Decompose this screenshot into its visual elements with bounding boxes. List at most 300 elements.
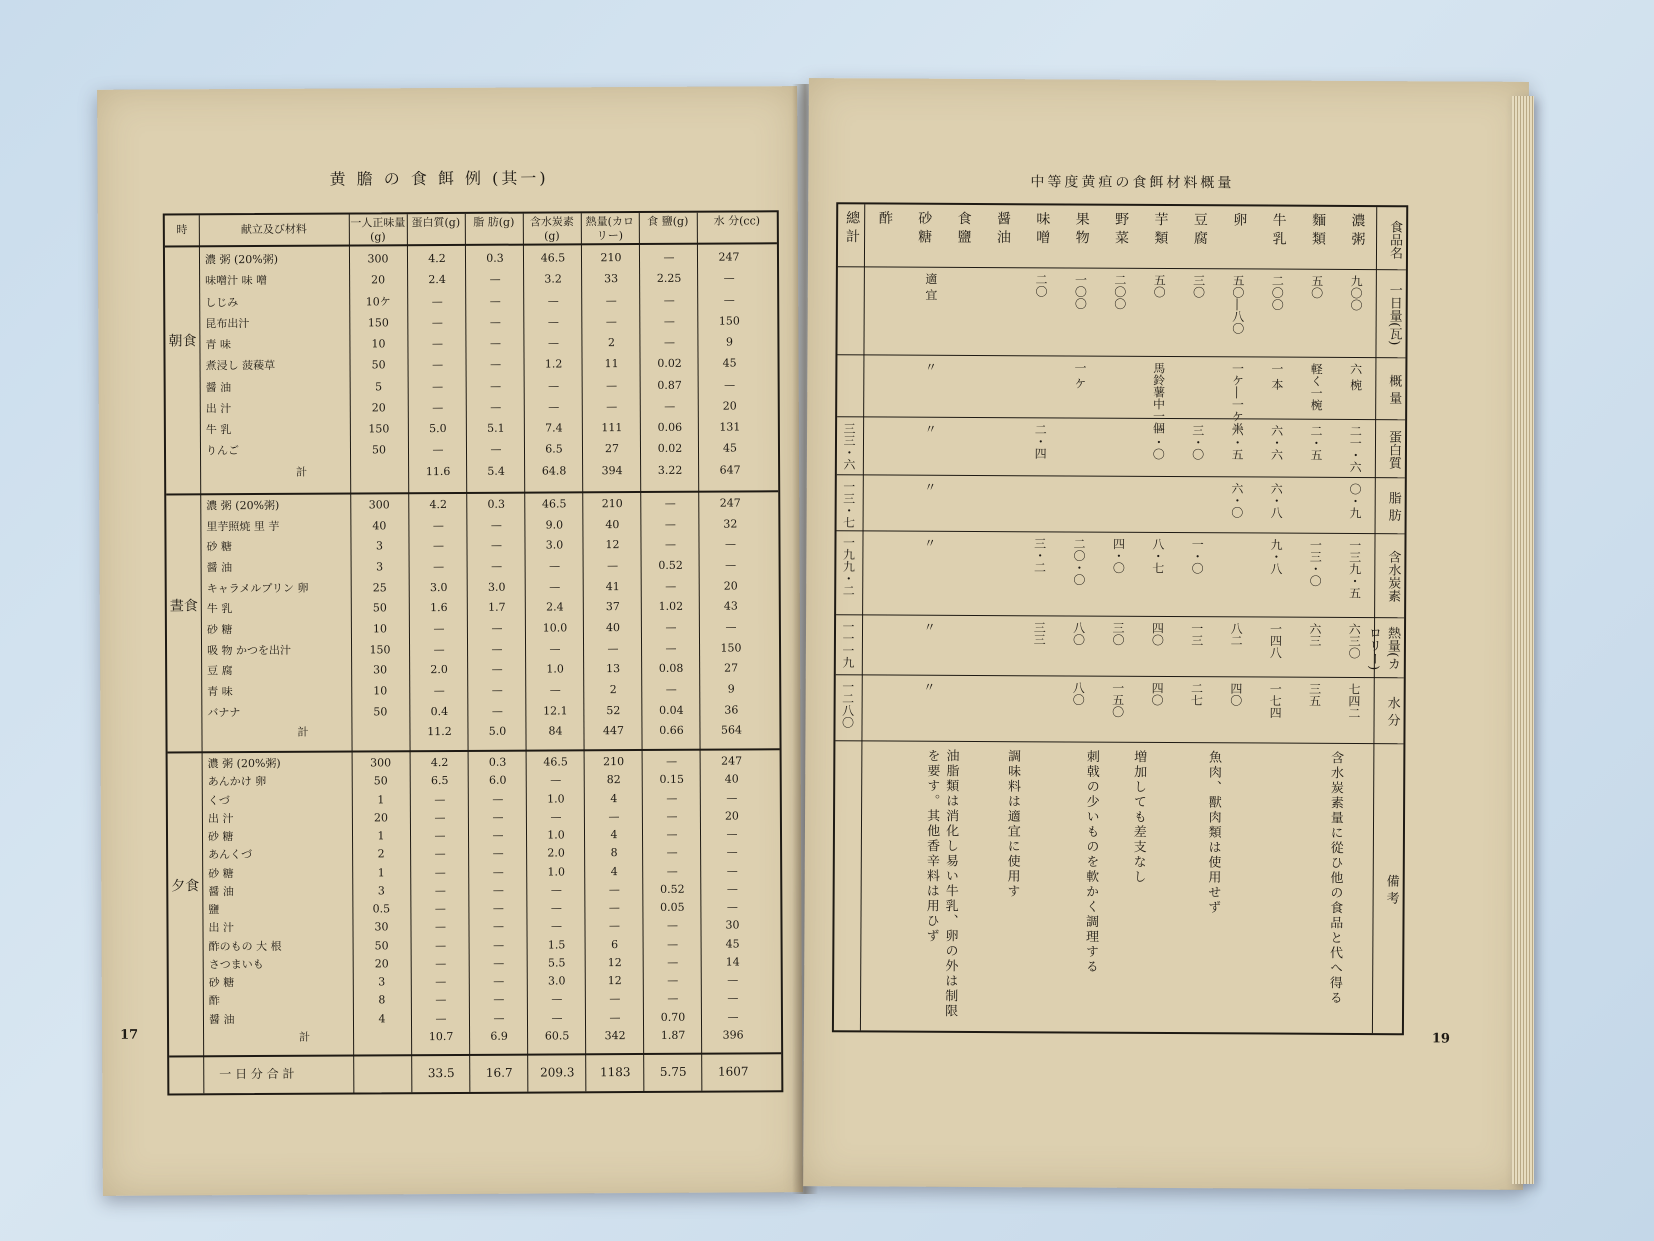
cell: 5.1 — [487, 421, 505, 435]
row-label: 水 分 — [1384, 696, 1400, 727]
cell: 六・五 — [1230, 424, 1245, 461]
cell: 0.3 — [487, 497, 506, 511]
cell: 一九九・二 — [841, 536, 856, 597]
cell: 5 — [375, 379, 383, 394]
cell: — — [666, 754, 678, 768]
cell: 150 — [367, 316, 389, 330]
cell: 2.0 — [430, 663, 448, 677]
cell: — — [547, 293, 559, 308]
dish-name: 濃 粥 (20%粥) — [207, 756, 281, 771]
cell: — — [665, 641, 677, 655]
table-row — [168, 791, 780, 808]
cell: 四〇 — [1150, 621, 1165, 646]
remark-note: 魚肉、獸肉類は使用せず — [1205, 750, 1222, 916]
cell: 30 — [374, 920, 389, 934]
cell: 6 — [611, 937, 619, 951]
cell: 一七四 — [1268, 682, 1283, 719]
cell: — — [726, 790, 738, 805]
cell: 5.75 — [659, 1064, 687, 1079]
cell: — — [490, 518, 502, 532]
table-row — [167, 662, 779, 679]
table-row — [166, 378, 778, 395]
cell: 0.08 — [658, 662, 684, 676]
cell: 4 — [610, 791, 618, 805]
dish-name: 計 — [297, 726, 309, 740]
table-row — [168, 882, 780, 899]
cell: 三〇 — [1110, 621, 1126, 646]
cell: 50 — [371, 358, 386, 372]
cell: 342 — [604, 1028, 626, 1042]
cell: — — [492, 883, 504, 897]
cell: — — [725, 558, 737, 572]
dish-name: りんご — [205, 444, 240, 458]
dish-name: 昆布出汁 — [205, 316, 250, 331]
dish-name: 濃 粥 (20%粥) — [206, 498, 280, 513]
cell: 3.2 — [544, 272, 562, 286]
header-carbohydrate: 含水炭素(g) — [529, 215, 574, 243]
cell: 9.0 — [545, 518, 564, 532]
table-row — [166, 357, 778, 374]
page-edges — [1512, 96, 1534, 1184]
cell: 一三・〇 — [1308, 538, 1323, 587]
cell: — — [434, 829, 446, 843]
cell: 82 — [606, 773, 621, 787]
cell: 2 — [607, 336, 615, 350]
cell: — — [724, 378, 736, 392]
cell: 5.4 — [487, 464, 505, 478]
cell: 247 — [718, 250, 740, 264]
cell: — — [433, 684, 445, 698]
cell: 七四二 — [1346, 682, 1362, 720]
cell: 八・七 — [1150, 537, 1165, 574]
cell: — — [493, 974, 505, 988]
cell: 247 — [721, 754, 743, 768]
cell: — — [435, 956, 447, 970]
dish-name: 青 味 — [205, 338, 231, 352]
cell: — — [663, 250, 675, 264]
cell: 40 — [724, 772, 739, 786]
section-divider — [169, 1052, 781, 1057]
cell: 0.02 — [657, 357, 682, 371]
remark-note: 油脂類は消化し易い牛乳、卵の外は制限を要す。其他香辛料は用ひず — [923, 748, 959, 1019]
right-page — [803, 78, 1529, 1190]
cell: 1.02 — [658, 600, 684, 614]
table-row — [166, 442, 778, 459]
cell: — — [435, 1011, 447, 1025]
cell: — — [549, 642, 561, 656]
dish-name: 鹽 — [208, 903, 220, 917]
table-row — [168, 827, 780, 844]
dish-name: 出 汁 — [207, 811, 234, 826]
cell: — — [433, 622, 445, 636]
cell: 一三 — [1189, 622, 1204, 647]
cell: 50 — [374, 938, 389, 952]
cell: 396 — [722, 1028, 744, 1042]
row-divider — [837, 416, 1405, 420]
food-header: 濃 粥 — [1349, 212, 1366, 246]
cell: 〃 — [923, 360, 938, 373]
dish-name: 醤 油 — [208, 884, 234, 899]
cell: 12 — [605, 538, 620, 552]
table-row — [166, 420, 778, 437]
food-header: 醤 油 — [994, 211, 1012, 244]
food-header: 野 菜 — [1113, 211, 1130, 245]
cell: 二七 — [1189, 682, 1204, 707]
row-label: 含水炭素 — [1385, 550, 1401, 603]
row-label: 食品名 — [1386, 219, 1403, 259]
cell: — — [434, 920, 447, 934]
row-divider — [836, 614, 1404, 618]
food-header: 豆 腐 — [1191, 212, 1208, 245]
cell: — — [491, 559, 503, 573]
cell: — — [727, 973, 739, 987]
cell: 37 — [605, 600, 620, 614]
cell: 4 — [378, 1011, 386, 1025]
cell: — — [667, 973, 679, 987]
dish-name: 計 — [296, 465, 308, 479]
cell: 六・八 — [1269, 482, 1284, 519]
cell: 1183 — [599, 1065, 631, 1080]
cell: — — [665, 579, 677, 593]
cell: 4.2 — [429, 498, 448, 512]
cell: 16.7 — [485, 1065, 513, 1080]
cell: — — [435, 975, 447, 989]
cell: 210 — [603, 755, 625, 769]
cell: — — [550, 773, 562, 787]
left-page-title: 黄 膽 の 食 餌 例 (其一) — [329, 168, 549, 189]
cell: — — [608, 901, 620, 915]
header-water: 水 分(cc) — [713, 214, 761, 228]
cell: 46.5 — [542, 497, 567, 511]
row-divider — [837, 474, 1405, 478]
table-row — [168, 809, 780, 826]
cell: 3.0 — [487, 580, 506, 594]
cell: — — [432, 518, 444, 532]
cell: — — [726, 900, 738, 914]
cell: 一二八〇 — [840, 680, 855, 729]
cell: 50 — [372, 601, 387, 615]
dish-name: 青 味 — [207, 685, 233, 699]
cell: — — [548, 379, 560, 393]
cell: 20 — [722, 399, 737, 413]
cell: — — [549, 683, 561, 697]
cell: 27 — [724, 661, 739, 675]
row-divider — [836, 674, 1404, 678]
dish-name: 出 汁 — [205, 402, 232, 416]
cell: 300 — [370, 756, 392, 770]
cell: — — [492, 865, 504, 879]
cell: 三・二 — [1032, 537, 1047, 574]
table-row — [165, 335, 777, 352]
cell: 〃 — [922, 480, 937, 493]
row-label: 蛋白質 — [1385, 429, 1402, 469]
cell: 10.0 — [542, 621, 568, 635]
cell: 247 — [719, 496, 741, 510]
cell: — — [490, 443, 502, 457]
cell: 0.05 — [660, 900, 685, 914]
row-divider — [838, 266, 1406, 270]
food-header: 牛 乳 — [1270, 212, 1287, 246]
cell: 12 — [607, 974, 622, 988]
cell: 60.5 — [544, 1029, 570, 1043]
cell: — — [664, 538, 677, 552]
cell: 33 — [604, 272, 619, 286]
cell: 2.4 — [546, 600, 564, 614]
cell: — — [432, 358, 444, 372]
cell: 4 — [610, 828, 618, 842]
food-header: 麵 類 — [1309, 212, 1327, 246]
cell: 11.6 — [425, 464, 451, 478]
cell: — — [723, 293, 735, 307]
dish-name: 吸 物 かつを出汁 — [207, 643, 292, 657]
cell: 3 — [375, 539, 384, 553]
cell: — — [490, 358, 502, 372]
cell: 2 — [609, 683, 617, 697]
cell: — — [493, 1011, 505, 1025]
cell: 0.04 — [659, 703, 684, 717]
cell: — — [492, 846, 504, 861]
dish-name: 出 汁 — [208, 921, 235, 935]
cell: 三三 — [1032, 621, 1047, 646]
cell: 447 — [602, 724, 625, 738]
cell: 二・五 — [1308, 424, 1324, 461]
table-row — [166, 399, 778, 416]
cell: 八〇 — [1071, 621, 1086, 646]
header-menu: 献立及び材料 — [240, 222, 307, 237]
cell: — — [727, 1009, 739, 1024]
cell: 12 — [607, 955, 622, 969]
cell: — — [434, 902, 446, 916]
cell: 0.70 — [660, 1010, 686, 1024]
cell: — — [489, 294, 501, 308]
dish-name: 濃 粥 (20%粥) — [204, 252, 279, 267]
cell: 3.0 — [429, 580, 448, 594]
dish-name: 計 — [299, 1030, 311, 1044]
cell: 1.2 — [544, 357, 563, 371]
cell: 300 — [367, 252, 389, 266]
cell: — — [608, 882, 620, 896]
header-salt: 食 鹽(g) — [647, 214, 689, 228]
cell: 四・〇 — [1111, 537, 1126, 574]
cell: 50 — [373, 704, 388, 719]
cell: 1 — [377, 829, 385, 843]
cell: — — [607, 559, 619, 573]
cell: — — [491, 683, 503, 697]
table-row — [167, 703, 779, 720]
cell: — — [491, 621, 503, 635]
cell: — — [547, 315, 559, 329]
cell: — — [608, 809, 620, 823]
dish-name: 牛 乳 — [205, 423, 232, 437]
cell: — — [606, 400, 618, 414]
diet-example-table — [163, 210, 784, 1095]
cell: — — [727, 991, 739, 1005]
cell: 三〇 — [1191, 274, 1206, 299]
cell: 25 — [372, 580, 387, 595]
cell: 20 — [373, 811, 388, 825]
cell: — — [726, 827, 738, 841]
cell: 三五 — [1307, 682, 1322, 707]
cell: — — [605, 314, 617, 328]
cell: 馬鈴薯中一個 — [1151, 361, 1166, 434]
cell: 一 ケ — [1072, 361, 1088, 390]
cell: 33.5 — [427, 1065, 455, 1081]
cell: 二一・六 — [1348, 424, 1363, 474]
cell: 二〇〇 — [1112, 273, 1127, 310]
cell: — — [434, 810, 446, 824]
header-protein: 蛋白質(g) — [411, 215, 461, 230]
cell: 一五〇 — [1110, 681, 1125, 718]
cell: 6.5 — [545, 442, 563, 456]
row-label: 備 考 — [1383, 874, 1399, 905]
cell: 40 — [372, 518, 387, 533]
cell: 一三・七 — [841, 480, 856, 529]
cell: 12.1 — [543, 704, 568, 718]
table-row — [166, 538, 778, 555]
cell: 0.87 — [657, 378, 682, 392]
cell: 36 — [724, 703, 739, 717]
cell: — — [666, 919, 679, 933]
table-row — [168, 846, 780, 863]
cell: 0.52 — [660, 882, 685, 896]
cell: — — [549, 580, 561, 594]
cell: 45 — [722, 441, 738, 456]
cell: 二〇・〇 — [1071, 537, 1087, 586]
dish-name: キャラメルプリン 卵 — [206, 581, 309, 595]
cell: 六・〇 — [1229, 482, 1244, 519]
cell: — — [607, 641, 619, 655]
cell: — — [491, 642, 503, 656]
cell: 一・〇 — [1190, 538, 1205, 575]
cell: 11.2 — [427, 725, 452, 739]
dish-name: 砂 糖 — [206, 623, 233, 637]
cell: 5.0 — [488, 725, 507, 739]
cell: — — [492, 792, 504, 806]
cell: 0.06 — [657, 420, 683, 435]
header-amount: 一人正味量(g) — [350, 216, 406, 244]
cell: 1.0 — [547, 864, 565, 878]
cell: — — [665, 682, 677, 696]
cell: — — [434, 865, 446, 879]
cell: 1.0 — [547, 828, 565, 842]
cell: 1 — [377, 865, 385, 879]
cell: — — [725, 620, 737, 634]
grand-total-label: 一 日 分 合 計 — [219, 1066, 295, 1082]
cell: — — [490, 379, 502, 393]
table-row — [168, 919, 780, 936]
cell: — — [491, 663, 503, 677]
cell: 1.0 — [546, 662, 564, 676]
row-divider — [837, 354, 1405, 358]
dish-name: 砂 糖 — [208, 866, 234, 880]
cell: 10 — [373, 684, 388, 698]
cell: 五〇 — [1309, 274, 1324, 299]
cell: — — [666, 846, 678, 860]
cell: — — [432, 443, 444, 457]
cell: 1.0 — [547, 791, 565, 805]
cell: — — [434, 847, 446, 861]
cell: 一〇〇 — [1073, 273, 1088, 310]
cell: — — [435, 938, 447, 952]
cell: 131 — [719, 420, 741, 434]
table-row — [166, 496, 778, 513]
cell: 20 — [374, 957, 389, 971]
dish-name: 醤 油 — [206, 561, 233, 575]
cell: 46.5 — [543, 755, 568, 769]
cell: 50 — [371, 443, 387, 457]
cell: — — [609, 1010, 621, 1024]
cell: 45 — [725, 936, 740, 951]
cell: — — [551, 1010, 563, 1024]
dish-name: 砂 糖 — [206, 540, 233, 554]
cell: — — [609, 992, 621, 1006]
cell: 647 — [719, 463, 741, 477]
cell: — — [663, 314, 675, 328]
table-row — [165, 314, 777, 331]
cell: 〇・九 — [1347, 482, 1363, 520]
table-row — [165, 272, 777, 289]
remark-note: 増加しても差支なし — [1130, 749, 1147, 885]
cell: 一 本 — [1269, 362, 1284, 391]
cell: — — [431, 315, 443, 329]
cell: 150 — [720, 641, 742, 655]
cell: 9 — [725, 335, 733, 349]
food-header: 芋 類 — [1152, 211, 1169, 245]
table-row — [169, 955, 781, 972]
meal-label-lunch: 晝食 — [169, 598, 198, 615]
cell: 14 — [725, 955, 740, 969]
cell: 394 — [601, 463, 623, 477]
meal-label-dinner: 夕食 — [171, 878, 200, 895]
table-row — [167, 620, 779, 637]
dish-name: 煮浸し 菠薐草 — [205, 359, 276, 373]
cell: 〃 — [922, 620, 937, 633]
cell: 27 — [604, 442, 620, 456]
cell: 3 — [378, 975, 386, 989]
header-time: 時 — [176, 223, 188, 237]
cell: 3 — [377, 884, 385, 898]
dish-name: あんかけ 卵 — [207, 775, 267, 789]
cell: 1 — [377, 792, 385, 806]
row-divider — [835, 740, 1403, 744]
dish-name: 里芋照焼 里 芋 — [206, 519, 280, 533]
cell: 150 — [718, 314, 740, 328]
dish-name: 味噌汁 味 噌 — [205, 274, 268, 288]
cell: 30 — [373, 663, 388, 677]
subtotal-row — [169, 1028, 781, 1045]
dish-name: 酢のもの 大 根 — [208, 939, 282, 953]
cell: — — [666, 809, 678, 823]
cell: — — [550, 883, 562, 897]
cell: 0.02 — [657, 442, 683, 456]
table-header — [165, 212, 777, 247]
cell: 4 — [610, 864, 618, 878]
dish-name: しじみ — [205, 295, 239, 309]
cell: 1.6 — [430, 601, 448, 615]
cell: — — [606, 378, 618, 392]
cell: — — [605, 293, 617, 307]
cell: — — [491, 704, 503, 718]
cell: 3.0 — [545, 538, 564, 552]
cell: 六 椀 — [1348, 362, 1363, 391]
dish-name: 砂 糖 — [208, 976, 235, 990]
row-label: 概 量 — [1386, 374, 1402, 405]
cell: — — [664, 399, 676, 413]
food-header: 卵 — [1231, 212, 1248, 227]
dish-name: 醤 油 — [205, 380, 232, 394]
cell: 6.5 — [430, 774, 449, 788]
total-header: 總 計 — [844, 210, 861, 243]
